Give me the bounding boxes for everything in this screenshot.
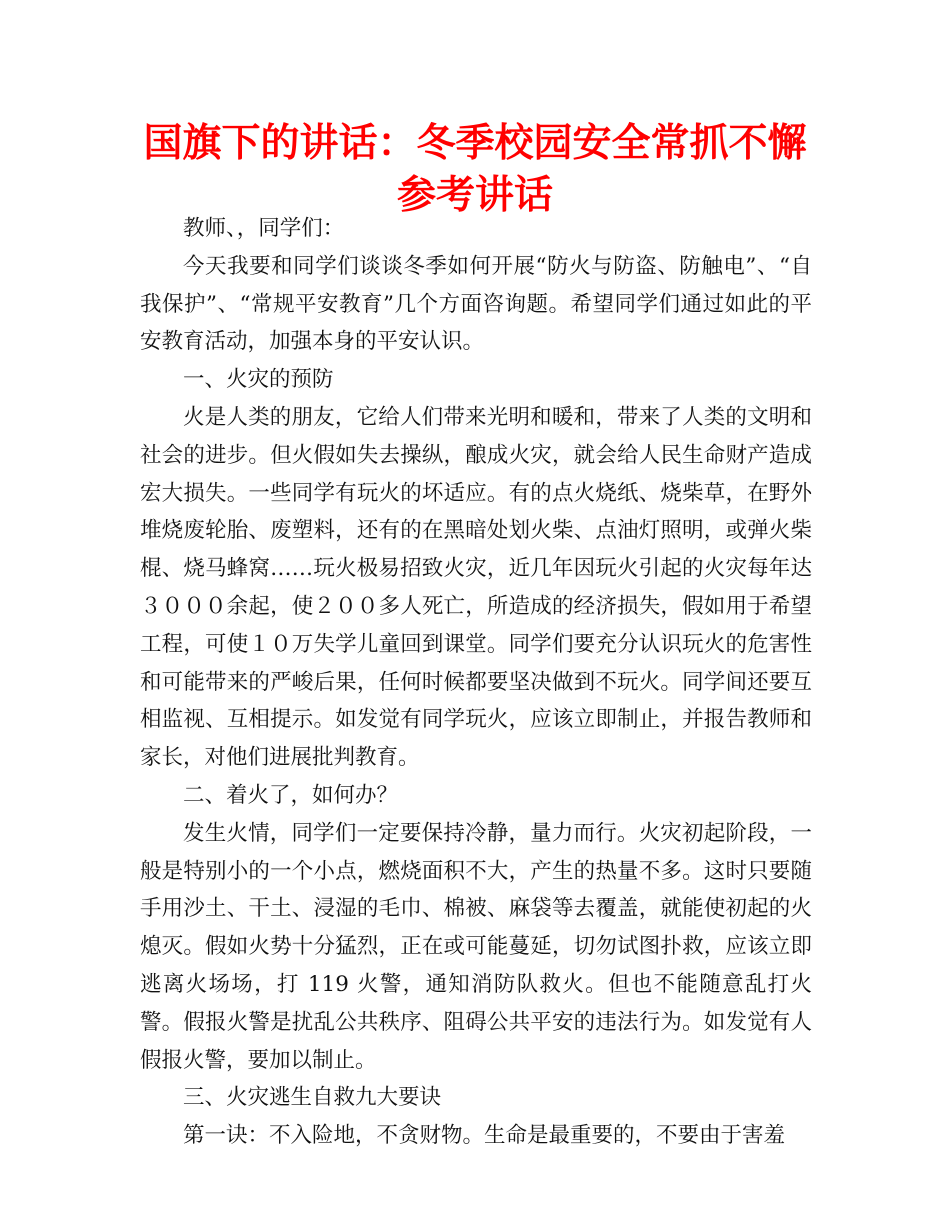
section-heading-fire-prevention: 一、火灾的预防 — [183, 367, 334, 393]
section-heading-escape-tips: 三、火灾逃生自救九大要诀 — [183, 1085, 442, 1111]
on-fire-paragraph: 发生火情，同学们一定要保持冷静，量力而行。火灾初起阶段，一般是特别小的一个小点，燃烧面积不大，产生的热量不多。这时只要随手用沙土、干土、浸湿的毛巾、棉被、麻袋等去覆盖，就能使初起的火熄灭。假如火势十分猛烈，正在或可能蔓延，切勿试图扑救，应该立即逃离火场场，打 119 火警，通知消防队救火。但也不能随意乱打火警。假报火警是扰乱公共秩序、阻碍公共平安的违法行为。如发觉有人假报火警，要加以制止。 — [140, 820, 812, 1073]
section-heading-on-fire: 二、着火了，如何办？ — [183, 782, 399, 808]
document-body — [140, 210, 812, 1155]
salutation: 教师、，同学们： — [183, 216, 345, 241]
document-title: 国旗下的讲话：冬季校园安全常抓不懈参考讲话 — [143, 121, 807, 218]
intro-paragraph: 今天我要和同学们谈谈冬季如何开展“防火与防盗、防触电”、“自我保护”、“常规平安教育”几个方面咨询题。希望同学们通过如此的平安教育活动，加强本身的平安认识。 — [140, 253, 812, 355]
escape-tip-1-paragraph: 第一诀：不入险地，不贪财物。生命是最重要的，不要由于害羞 — [183, 1123, 786, 1149]
fire-prevention-paragraph: 火是人类的朋友，它给人们带来光明和暖和，带来了人类的文明和社会的进步。但火假如失去操纵，酿成火灾，就会给人民生命财产造成宏大损失。一些同学有玩火的坏适应。有的点火烧纸、烧柴草，在野外堆烧废轮胎、废塑料，还有的在黑暗处划火柴、点油灯照明，或弹火柴棍、烧马蜂窝……玩火极易招致火灾，近几年因玩火引起的火灾每年达３０００余起，使２００多人死亡，所造成的经济损失，假如用于希望工程，可使１０万失学儿童回到课堂。同学们要充分认识玩火的危害性和可能带来的严峻后果，任何时候都要坚决做到不玩火。同学间还要互相监视、互相提示。如发觉有同学玩火，应该立即制止，并报告教师和家长，对他们进展批判教育。 — [140, 404, 812, 771]
